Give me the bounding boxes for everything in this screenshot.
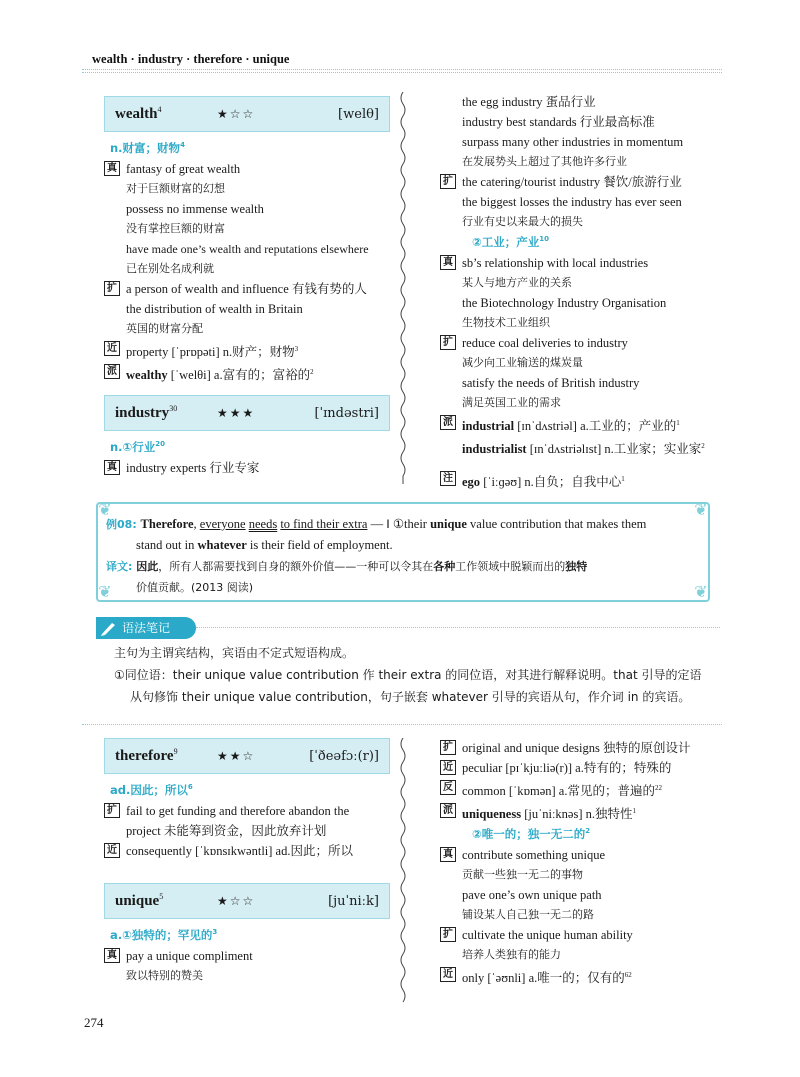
entry-zhen <box>104 458 390 478</box>
entry-zhen-continued <box>440 92 730 172</box>
translation-text: 工作领域中脱颖而出的 <box>455 560 566 573</box>
sense-frequency: 4 <box>180 141 185 150</box>
grammar-divider <box>196 627 720 628</box>
entry-kuo <box>440 738 730 758</box>
entry-jin <box>440 965 730 988</box>
frequency: 4 <box>157 105 162 114</box>
example-line: 对于巨额财富的幻想 <box>126 182 225 195</box>
example-line: 贡献一些独一无二的事物 <box>462 868 583 882</box>
tag-jin-icon: 近 <box>104 341 120 356</box>
headword-text: industry <box>115 405 170 422</box>
example-line: project 未能筹到资金，因此放弃计划 <box>126 824 327 838</box>
spacer <box>104 385 390 395</box>
page-number: 274 <box>84 1015 104 1030</box>
tag-zhen-icon: 真 <box>104 460 120 475</box>
phonetic: [ˈðeəfɔː(r)] <box>309 748 379 764</box>
entry-zhen <box>104 946 390 986</box>
derivative-word: industrialist <box>462 442 527 457</box>
example-word: to find their extra <box>280 517 368 531</box>
frequency: 30 <box>169 404 178 414</box>
example-line: industry experts 行业专家 <box>126 461 260 476</box>
example-line: the biggest losses the industry has ever seen <box>462 195 682 209</box>
example-line: the distribution of wealth in Britain <box>126 302 303 316</box>
antonym-line <box>462 778 730 801</box>
right-column-bottom <box>440 738 730 988</box>
example-line: 致以特别的赞美 <box>126 969 203 982</box>
star-rating: ★★☆ <box>217 748 256 763</box>
synonym-text: only [ˈəʊnli] a.唯一的；仅有的 <box>462 971 625 986</box>
entry-zhu <box>440 469 730 492</box>
example-line: cultivate the unique human ability <box>462 928 633 943</box>
frequency: 2 <box>310 368 314 377</box>
example-sentence-box <box>96 502 710 602</box>
frequency: 1 <box>676 419 680 427</box>
corner-ornament-icon: ❦ <box>98 502 112 519</box>
headword-text: wealth <box>115 106 158 122</box>
tag-zhen-icon: 真 <box>104 948 120 963</box>
entry-jin <box>104 841 390 861</box>
tag-kuo-icon: 扩 <box>440 927 456 942</box>
example-word: everyone <box>199 517 246 531</box>
tag-kuo-icon: 扩 <box>440 740 456 755</box>
headword-unique <box>104 883 390 919</box>
grammar-line: ①同位语：their unique value contribution 作 their extra 的同位语，对其进行解释说明。that 引导的定语 <box>114 668 702 682</box>
translation-line-2: 价值贡献。(2013 阅读) <box>136 581 254 594</box>
example-line: 减少向工业输送的煤炭量 <box>462 356 583 369</box>
example-line: 行业有史以来最大的损失 <box>462 215 583 228</box>
grammar-note <box>114 642 720 708</box>
tag-kuo-icon: 扩 <box>104 281 120 296</box>
tag-zhen-icon: 真 <box>440 255 456 270</box>
entry-pai <box>440 801 730 824</box>
star-rating: ★★★ <box>217 405 256 420</box>
sense-frequency: 3 <box>212 928 218 937</box>
example-label: 例08 <box>106 518 133 531</box>
headword-text: therefore <box>115 748 174 764</box>
sense-text: n.财富；财物 <box>110 141 181 155</box>
spacer <box>440 459 730 469</box>
example-word: whatever <box>197 538 247 552</box>
tag-fan-icon: 反 <box>440 780 456 795</box>
example-line: fantasy of great wealth <box>126 162 241 176</box>
translation-line-1: 译文: 因此，所有人都需要找到自身的额外价值——一种可以令其在各种工作领域中脱颖而出的独特 <box>106 560 588 573</box>
translation-word: 因此 <box>136 560 159 573</box>
corner-ornament-icon: ❦ <box>694 584 708 601</box>
derivative-text: [ɪnˈdʌstriəlɪst] n.工业家；实业家 <box>529 442 702 457</box>
grammar-note-title <box>96 617 196 639</box>
example-word: stand out in <box>136 538 195 552</box>
sense-frequency: 20 <box>155 440 166 449</box>
synonym-line: consequently [ˈkɒnsɪkwəntli] ad.因此；所以 <box>126 844 353 858</box>
sense-label <box>110 782 390 798</box>
sense-text: ②唯一的；独一无二的 <box>472 827 586 842</box>
example-line-1: 例08: Therefore, everyone needs to find their extra — ‖ ①their unique value contribution that makes them <box>106 517 647 531</box>
tag-kuo-icon: 扩 <box>104 803 120 818</box>
tag-zhen-icon: 真 <box>104 161 120 176</box>
derivative-line <box>462 436 730 459</box>
derivative-text: [ɪnˈdʌstriəl] a.工业的；产业的 <box>517 419 677 434</box>
example-line: 没有掌控巨额的财富 <box>126 222 225 235</box>
headword-industry <box>104 395 390 431</box>
synonym-line: peculiar [pɪˈkjuːliə(r)] a.特有的；特殊的 <box>462 761 672 775</box>
derivative-word: industrial <box>462 419 515 434</box>
example-line: surpass many other industries in momentum <box>462 135 684 149</box>
example-line: 生物技术工业组织 <box>462 316 550 329</box>
headword-wealth <box>104 96 390 132</box>
derivative-word: wealthy <box>126 368 168 383</box>
sense-text: ad.因此；所以 <box>110 783 188 797</box>
example-word: needs <box>248 517 278 531</box>
example-line: the catering/tourist industry 餐饮/旅游行业 <box>462 175 682 189</box>
example-line: original and unique designs 独特的原创设计 <box>462 741 691 755</box>
translation-text: ，所有人都需要找到自身的额外价值——一种可以令其在 <box>158 560 434 573</box>
tag-pai-icon: 派 <box>440 415 456 430</box>
phonetic: [welθ] <box>338 106 379 122</box>
section-divider <box>82 724 722 725</box>
example-line: 在发展势头上超过了其他许多行业 <box>462 155 627 168</box>
example-line: possess no immense wealth <box>126 202 264 216</box>
example-line: have made one’s wealth and reputations elsewhere <box>126 242 369 256</box>
sense-text: ②工业；产业 <box>472 235 540 249</box>
synonym-text: property [ˈprɒpəti] n.财产；财物 <box>126 345 295 360</box>
entry-jin <box>104 339 390 362</box>
tag-zhu-icon: 注 <box>440 471 456 486</box>
frequency: 62 <box>624 971 632 980</box>
example-line: 培养人类独有的能力 <box>462 948 561 962</box>
star-rating: ★☆☆ <box>217 106 256 121</box>
note-text: [ˈiːɡəʊ] n.自负；自我中心 <box>483 475 622 490</box>
sense-label <box>110 140 390 156</box>
sense-label <box>472 234 730 250</box>
example-line: 已在别处名成利就 <box>126 262 214 275</box>
sense-text: n.①行业 <box>110 440 156 455</box>
entry-pai <box>104 362 390 385</box>
example-line: industry best standards 行业最高标准 <box>462 115 655 129</box>
frequency: 3 <box>294 345 299 353</box>
entry-zhen <box>104 159 390 279</box>
entry-jin <box>440 758 730 778</box>
tag-jin-icon: 近 <box>440 760 456 775</box>
example-line-2 <box>106 535 696 556</box>
right-column-top <box>440 92 730 492</box>
sense-label <box>472 826 730 842</box>
tag-kuo-icon: 扩 <box>440 335 456 350</box>
note-line <box>462 469 730 492</box>
entry-kuo <box>440 333 730 413</box>
example-line: the Biotechnology Industry Organisation <box>462 296 667 310</box>
example-line: 某人与地方产业的关系 <box>462 276 572 289</box>
entry-zhen <box>440 253 730 333</box>
header-rule <box>82 69 722 73</box>
example-line: pave one’s own unique path <box>462 888 602 903</box>
example-line: contribute something unique <box>462 848 606 863</box>
tag-jin-icon: 近 <box>440 967 456 982</box>
derivative-text: [juˈniːknəs] n.独特性 <box>524 807 633 822</box>
entry-pai <box>440 413 730 459</box>
entry-zhen <box>440 845 730 925</box>
sense-frequency: 2 <box>585 827 591 836</box>
example-line: satisfy the needs of British industry <box>462 376 640 390</box>
sense-frequency: 6 <box>187 783 193 792</box>
column-divider-top <box>398 92 408 484</box>
example-word: unique <box>430 517 467 531</box>
antonym-text: common [ˈkɒmən] a.常见的；普遍的 <box>462 784 655 799</box>
pen-icon <box>100 620 118 636</box>
entry-kuo <box>440 172 730 232</box>
entry-kuo <box>440 925 730 965</box>
corner-ornament-icon: ❦ <box>694 502 708 519</box>
synonym-line <box>462 965 730 988</box>
corner-ornament-icon: ❦ <box>98 584 112 601</box>
derivative-text: [ˈwelθi] a.富有的；富裕的 <box>170 368 311 383</box>
translation-word: 独特 <box>565 560 588 573</box>
entry-fan <box>440 778 730 801</box>
frequency: 2 <box>701 442 705 451</box>
column-divider-bottom <box>398 738 408 1004</box>
grammar-line: 从句修饰 their unique value contribution，句子嵌套 whatever 引导的宾语从句，作介词 in 的宾语。 <box>130 690 691 704</box>
running-header: wealth · industry · therefore · unique <box>92 52 290 66</box>
translation-word: 各种 <box>433 560 456 573</box>
example-word: is their field of employment. <box>249 538 393 552</box>
phonetic: [ˈɪndəstri] <box>314 405 379 421</box>
tag-zhen-icon: 真 <box>440 847 456 862</box>
example-word: — ‖ ①their <box>370 517 427 531</box>
entry-kuo <box>104 279 390 339</box>
translation-label: 译文 <box>106 560 128 573</box>
frequency: 22 <box>654 784 662 792</box>
tag-jin-icon: 近 <box>104 843 120 858</box>
example-line: pay a unique compliment <box>126 949 253 963</box>
derivative-line <box>126 362 390 385</box>
tag-pai-icon: 派 <box>440 803 456 818</box>
example-line: 英国的财富分配 <box>126 322 203 335</box>
example-word: value contribution that makes them <box>470 517 647 531</box>
derivative-line <box>462 801 730 824</box>
example-word: Therefore <box>140 517 194 531</box>
example-line: the egg industry 蛋品行业 <box>462 95 596 109</box>
left-column-bottom <box>104 738 390 986</box>
grammar-line: 主句为主谓宾结构，宾语由不定式短语构成。 <box>114 646 355 660</box>
note-word: ego <box>462 475 481 490</box>
grammar-title-text: 语法笔记 <box>122 621 171 635</box>
frequency: 1 <box>632 807 637 816</box>
star-rating: ★☆☆ <box>217 893 256 908</box>
example-line: fail to get funding and therefore abandon the <box>126 804 350 818</box>
tag-kuo-icon: 扩 <box>440 174 456 189</box>
derivative-line <box>462 413 730 436</box>
example-line: sb’s relationship with local industries <box>462 256 649 270</box>
sense-frequency: 10 <box>539 235 549 244</box>
sense-text: a.①独特的；罕见的 <box>110 928 213 942</box>
phonetic: [juˈniːk] <box>328 893 379 909</box>
left-column-top <box>104 96 390 478</box>
sense-label <box>110 927 390 943</box>
example-line: reduce coal deliveries to industry <box>462 336 628 350</box>
example-line: a person of wealth and influence 有钱有势的人 <box>126 282 367 296</box>
sense-label <box>110 439 390 455</box>
spacer <box>104 861 390 883</box>
frequency: 5 <box>159 892 164 901</box>
derivative-word: uniqueness <box>462 807 522 822</box>
tag-pai-icon: 派 <box>104 364 120 379</box>
entry-kuo <box>104 801 390 841</box>
synonym-line <box>126 339 390 362</box>
example-line: 铺设某人自己独一无二的路 <box>462 908 594 922</box>
example-line: 满足英国工业的需求 <box>462 396 561 409</box>
headword-therefore <box>104 738 390 774</box>
frequency: 9 <box>173 747 178 756</box>
frequency: 1 <box>621 475 625 484</box>
headword-text: unique <box>115 893 160 909</box>
